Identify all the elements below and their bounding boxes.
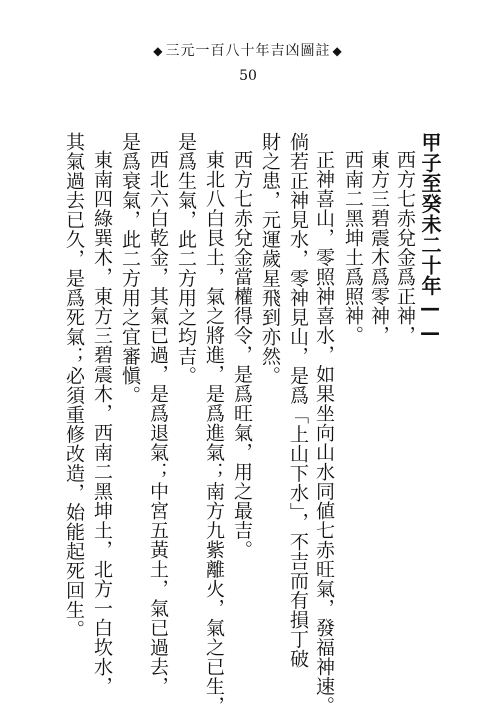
text-column-1: 西方七赤兌金爲正神， xyxy=(394,150,416,345)
text-column-4: 正神喜山，零照神喜水，如果坐向山水同値七赤旺氣，發福神速。 xyxy=(313,150,335,716)
running-header xyxy=(0,40,496,60)
text-column-3: 西南二黑坤土爲照神。 xyxy=(342,150,364,345)
text-column-2: 東方三碧震木爲零神， xyxy=(368,150,390,345)
text-column-11: 是爲衰氣，此二方用之宜審愼。 xyxy=(119,132,141,405)
text-column-6: 財之患，元運歲星飛到亦然。 xyxy=(259,132,281,386)
header-title: 三元一百八十年吉凶圖註 xyxy=(165,43,331,59)
text-column-8: 東北八白艮土，氣之將進，是爲進氣；南方九紫離火，氣之已生， xyxy=(203,150,225,716)
section-title: 甲子至癸未二十年—— xyxy=(418,132,442,345)
text-column-9: 是爲生氣，此二方用之均吉。 xyxy=(175,132,197,386)
diamond-icon-right: ◆ xyxy=(332,44,343,58)
text-column-7: 西方七赤兌金當權得令，是爲旺氣，用之最吉。 xyxy=(231,150,253,560)
text-column-13: 其氣過去已久，是爲死氣；必須重修改造，始能起死回生。 xyxy=(63,132,85,639)
page-number: 50 xyxy=(239,68,257,84)
text-column-5: 倘若正神見水，零神見山，是爲「上山下水」，不吉而有損丁破 xyxy=(287,132,309,669)
text-column-10: 西北六白乾金，其氣已過，是爲退氣；中宮五黃土，氣已過去， xyxy=(147,150,169,696)
text-column-12: 東南四綠巽木，東方三碧震木，西南二黑坤土，北方一白坎水， xyxy=(91,150,113,696)
diamond-icon-left: ◆ xyxy=(153,44,164,58)
